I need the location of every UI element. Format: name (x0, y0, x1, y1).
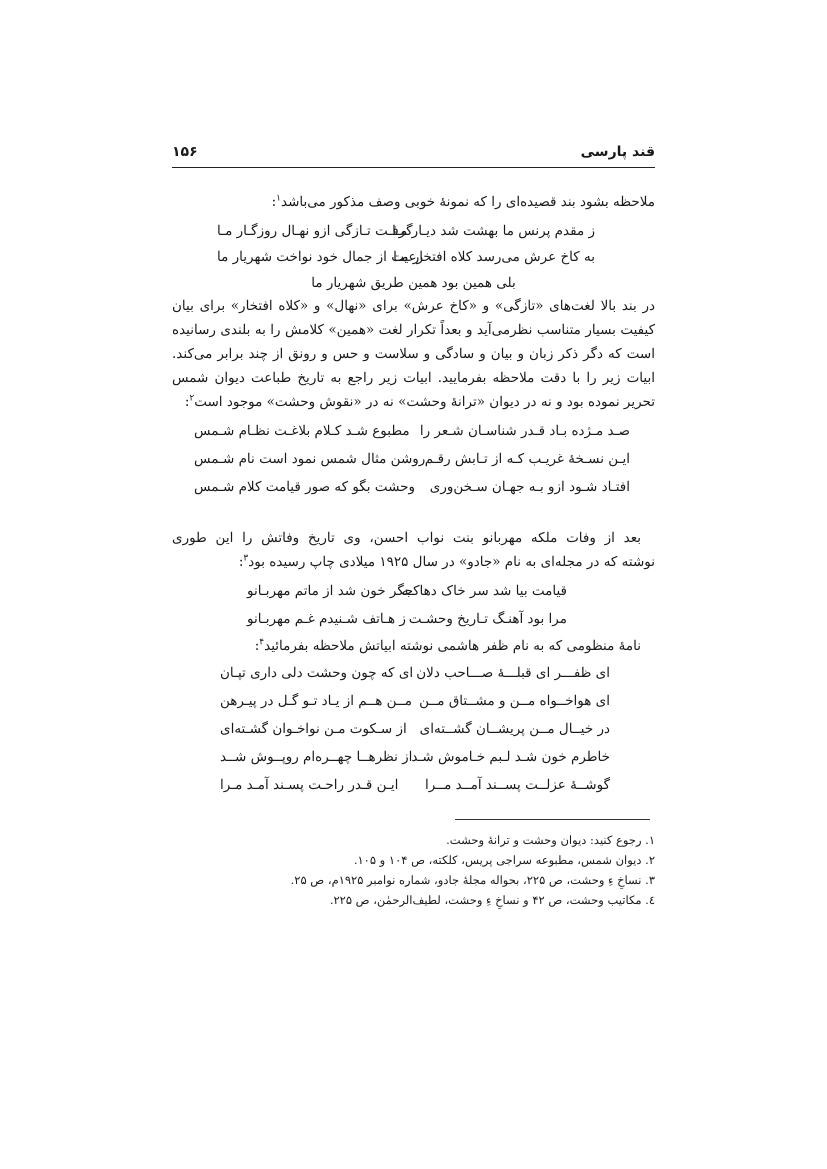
footnote-ref-3: ۳ (243, 553, 249, 564)
body-paragraph-3 (172, 526, 655, 550)
footnote-4: ٤. مکاتیب وحشت، ص ۴۲ و نساخِ ءِ وحشت، لطیف‌الرحمٰن، ص ۲۲۵. (329, 893, 655, 907)
hemistich-right: افتـاد شـود ازو بـه جهـان سـخن‌وری (429, 479, 630, 495)
paragraph-tail: : (254, 638, 260, 654)
hemistich-right: در خیــال مــن پریشــان گشــته‌ای (419, 721, 610, 737)
verse-block-1 (172, 218, 655, 296)
verse-row (172, 218, 655, 244)
paragraph-line: است که دگر ذکر زبان و بیان و سادگی و سلاست و حس و رونق از چند برابر می‌کند. (172, 346, 655, 362)
paragraph-2-last-line (172, 390, 655, 414)
hemistich-left: رعیت از جمال خود نواخت شهریار ما (217, 249, 424, 265)
hemistich-left: روشن مثال شمس نمود است نام شـمس (194, 451, 426, 467)
paragraph-line: بعد از وفات ملکه مهربانو بنت نواب احسن، وی تاریخ وفاتش را این طوری (172, 530, 641, 546)
footnote-ref-2: ۲ (189, 393, 195, 404)
verse-block-3 (172, 578, 655, 634)
hemistich-left: جگر خون شد از ماتم مهربـانو (247, 583, 414, 599)
paragraph-line: کیفیت بسیار متناسب نظرمی‌آید و بعداً تکرار لغت «همین» کلامش را به بلندی رسانیده (172, 322, 655, 338)
paragraph-text: تحریر نموده بود و نه در دیوان «ترانهٔ وحشت» نه در «نقوش وحشت» موجود است (194, 394, 655, 410)
hemistich-left: ای که چون وحشت دلی داری تپـان (220, 665, 414, 681)
journal-title: قند پارسی (580, 144, 655, 160)
hemistich-left: ز هـاتف شـنیدم غـم مهربـانو (247, 611, 406, 627)
verse-single-line: بلی همین بود همین طریق شهریار ما (311, 275, 516, 291)
hemistich-left: مــن هــم از یـاد تـو گـل در پیـرهن (220, 693, 413, 709)
verse-block-4 (172, 660, 655, 800)
hemistich-right: گوشــهٔ عزلــت پســند آمــد مــرا (425, 777, 610, 793)
verse-row (172, 716, 655, 744)
footnote-ref-4: ۴ (259, 637, 265, 648)
paragraph-tail: : (184, 394, 190, 410)
hemistich-right: ایـن نسـخهٔ غریـب کـه از تـابش رقـم (424, 451, 630, 467)
paragraph-line: ابیات زیر را با دقت ملاحظه بفرمایید. ابیات زیر راجع به تاریخ طباعت دیوان شمس (172, 370, 655, 386)
verse-row (172, 744, 655, 772)
body-paragraph-2 (172, 294, 655, 390)
page-number: ۱۵۶ (172, 144, 198, 160)
verse-row (172, 474, 655, 502)
verse-row (172, 418, 655, 446)
paragraph-3-last-line (172, 550, 655, 574)
hemistich-left: گرفـت تـازگی ازو نهـال روزگـار مـا (217, 223, 413, 239)
footnote-2: ۲. دیوان شمس، مطبوعه سراجی پریس، کلکته، ص ۱۰۴ و ۱۰۵. (353, 853, 655, 867)
hemistich-left: مطبوع شـد کـلام بلاغـت نظـام شـمس (194, 423, 410, 439)
hemistich-right: مرا بود آهنـگ تـاریخ وحشـت (408, 611, 567, 627)
verse-row (172, 578, 655, 606)
hemistich-left: وحشت بگو که صور قیامت کلام شـمس (194, 479, 415, 495)
hemistich-left: از سـکوت مـن نواخـوان گشـته‌ای (220, 721, 407, 737)
footnote-1: ۱. رجوع کنید: دیوان وحشت و ترانهٔ وحشت. (446, 833, 655, 847)
hemistich-right: ای ظفـــر ای قبلـــهٔ صـــاحب دلان (416, 665, 610, 681)
footnote-ref-1: ۱ (276, 193, 281, 204)
verse-row (172, 244, 655, 270)
verse-row (172, 606, 655, 634)
verse-block-2 (172, 418, 655, 502)
intro-paragraph-4 (172, 634, 655, 658)
intro-paragraph-1 (172, 190, 655, 214)
header-rule (172, 167, 655, 168)
hemistich-right: ای هواخــواه مــن و مشــتاق مــن (419, 693, 610, 709)
hemistich-right: خاطرم خون شـد لـبم خـاموش شـد (411, 749, 610, 765)
verse-row (172, 688, 655, 716)
hemistich-right: به کاخ عرش می‌رسد کلاه افتخار مـا (393, 249, 595, 265)
page-header (172, 142, 655, 166)
paragraph-line: در بند بالا لغت‌های «تازگی» و «کاخ عرش» برای «نهال» و «کلاه افتخار» برای بیان (172, 298, 655, 314)
verse-row (172, 660, 655, 688)
hemistich-right: قیامت بیا شد سر خاک دهاکـه (401, 583, 567, 599)
footnotes (172, 830, 655, 910)
paragraph-tail: : (271, 194, 277, 210)
hemistich-right: ز مقدم پرنس ما بهشت شد دیـار مـا (392, 223, 595, 239)
footnote-3: ۳. نساخِ ءِ وحشت، ص ۲۲۵، بحواله مجلهٔ جادو، شماره نوامبر ۱۹۲۵م، ص ۲۵. (290, 873, 655, 887)
hemistich-left: از نظرهــا چهــره‌ام روپــوش شــد (220, 749, 413, 765)
hemistich-left: ایـن قـدر راحـت پسـند آمـد مـرا (220, 777, 399, 793)
paragraph-text: نامهٔ منظومی که به نام ظفر هاشمی نوشته ابیاتش ملاحظه بفرمائید (264, 638, 641, 654)
verse-row (172, 772, 655, 800)
hemistich-right: صـد مـژده بـاد قـدر شناسـان شـعر را (419, 423, 630, 439)
paragraph-text: ملاحظه بشود بند قصیده‌ای را که نمونهٔ خوبی وصف مذکور می‌باشد (280, 194, 655, 210)
footnote-separator (455, 819, 650, 820)
paragraph-tail: : (238, 554, 244, 570)
paragraph-text: نوشته که در مجله‌ای به نام «جادو» در سال ۱۹۲۵ میلادی چاپ رسیده بود (248, 554, 655, 570)
verse-row (172, 446, 655, 474)
